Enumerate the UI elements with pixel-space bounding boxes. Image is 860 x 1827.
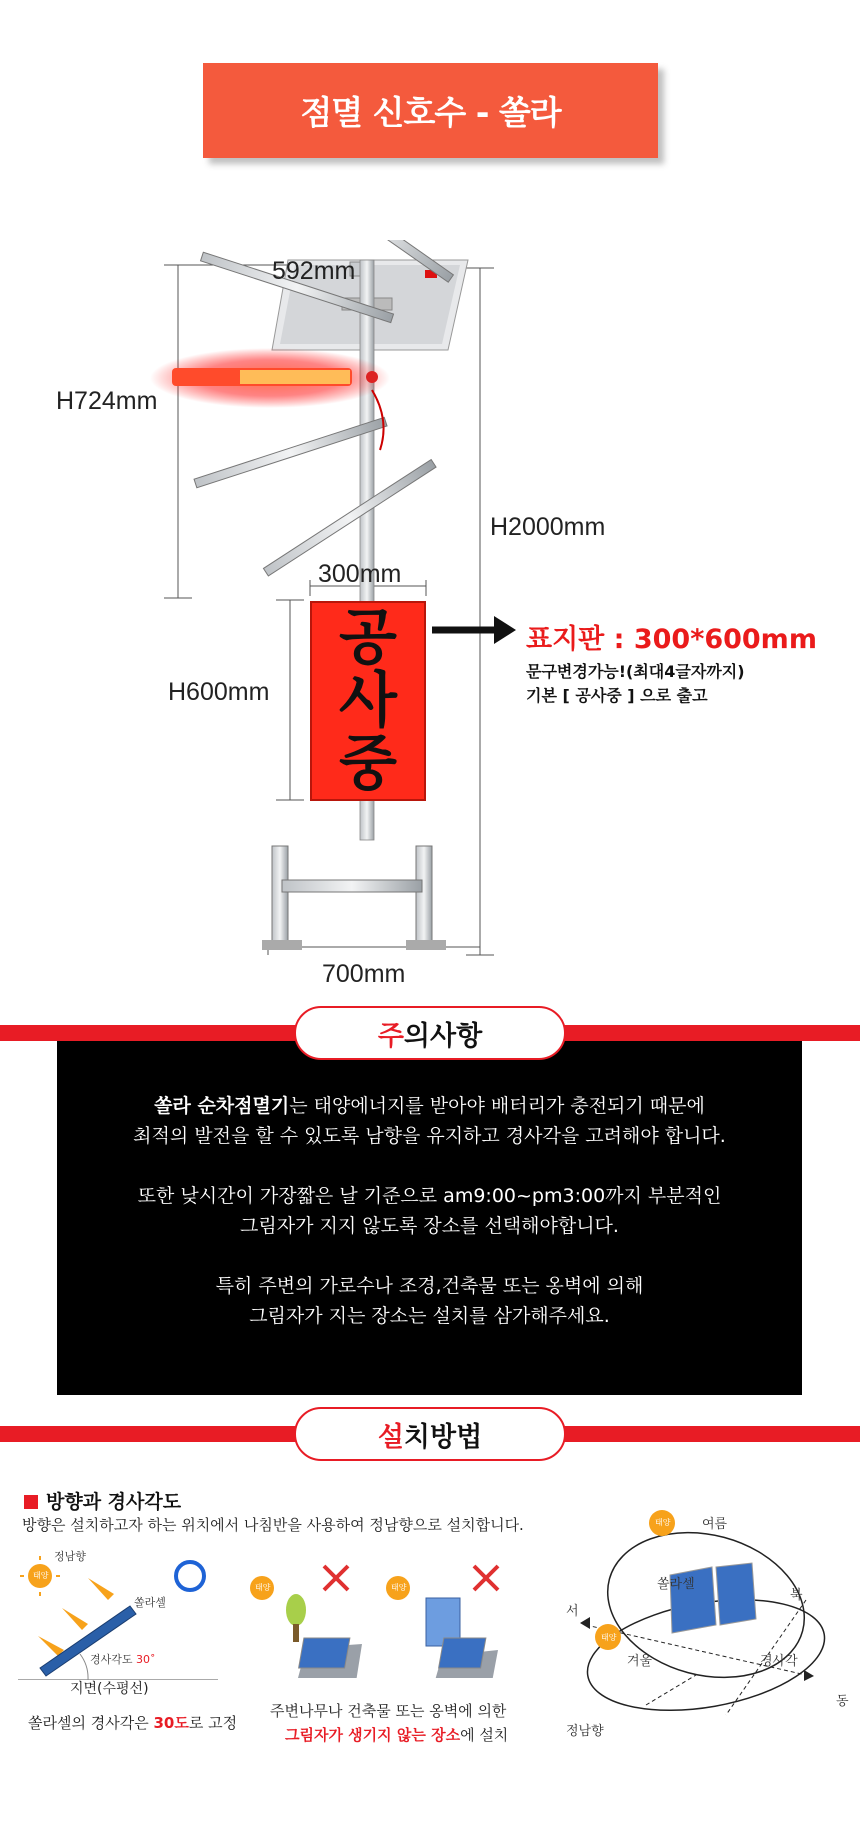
caution-header-accent: 주 — [377, 1020, 404, 1052]
fig2-caption-highlight: 그림자가 생기지 않는 장소 — [285, 1726, 461, 1744]
fig2-caption-text: 에 설치 — [460, 1726, 509, 1744]
fig3-west: 서 — [566, 1604, 579, 1619]
solar-panel-icon — [299, 1638, 350, 1668]
dim-total-height: H2000mm — [490, 513, 606, 541]
sign-char-3: 중 — [339, 728, 397, 799]
caution-text: 그림자가 지지 않도록 장소를 선택해야합니다. — [240, 1215, 619, 1237]
fig2-caption-1: 주변나무나 건축물 또는 옹벽에 의한 — [270, 1702, 507, 1720]
install-heading — [24, 1487, 181, 1514]
caution-paragraph-1 — [57, 1091, 802, 1151]
fig2-sun-label-2: 태양 — [391, 1583, 407, 1592]
sun-path-figure — [556, 1505, 856, 1735]
install-header — [294, 1407, 566, 1461]
caution-text: 또한 낮시간이 가장짧은 날 기준으로 am9:00~pm3:00까지 부분적인 — [137, 1185, 722, 1207]
dim-arm-height: H724mm — [56, 387, 158, 415]
sign-char-1: 공 — [339, 603, 397, 674]
fig3-sun-label-2: 태양 — [601, 1633, 617, 1642]
caution-paragraph-3 — [57, 1271, 802, 1331]
x-mark-icon — [324, 1566, 348, 1590]
shadow-figure — [246, 1558, 526, 1678]
dim-sign-width: 300mm — [318, 560, 402, 588]
dim-top-width: 592mm — [272, 257, 356, 285]
install-header-text: 치방법 — [403, 1421, 483, 1453]
solar-panel-icon — [439, 1638, 486, 1668]
fig3-summer: 여름 — [702, 1517, 728, 1532]
fig3-north: 북 — [790, 1588, 803, 1603]
caution-header-text: 의사항 — [403, 1020, 483, 1052]
solar-panel-icon — [716, 1563, 756, 1625]
fig3-panel: 쏠라셀 — [657, 1577, 695, 1592]
fig1-angle-text: 경사각도 — [90, 1653, 133, 1666]
fig1-sun-label: 태양 — [33, 1571, 49, 1580]
fig3-winter: 겨울 — [627, 1654, 653, 1669]
title-banner — [203, 63, 658, 158]
dim-base-width: 700mm — [322, 960, 406, 988]
fig1-caption-text: 로 고정 — [188, 1714, 238, 1732]
caution-text: 최적의 발전을 할 수 있도록 남향을 유지하고 경사각을 고려해야 합니다. — [133, 1125, 726, 1147]
fig1-caption-text: 쏠라셀의 경사각은 — [28, 1714, 154, 1732]
caution-text: 는 태양에너지를 받아야 배터리가 충전되기 때문에 — [289, 1095, 705, 1117]
ok-circle-icon — [176, 1562, 204, 1590]
dim-sign-height: H600mm — [168, 678, 270, 706]
fig2-caption-2 — [285, 1724, 508, 1745]
fig3-angle: 경사각 — [760, 1654, 798, 1669]
caution-text: 그림자가 지는 장소는 설치를 삼가해주세요. — [249, 1305, 610, 1327]
install-subtitle: 방향은 설치하고자 하는 위치에서 나침반을 사용하여 정남향으로 설치합니다. — [22, 1516, 524, 1534]
caution-paragraph-2 — [57, 1181, 802, 1241]
install-header-accent: 설 — [377, 1421, 404, 1453]
sign-note-2: 기본 [ 공사중 ] 으로 출고 — [526, 686, 708, 705]
fig3-east: 동 — [836, 1694, 849, 1709]
fig1-south-label: 정남향 — [54, 1550, 86, 1563]
tree-icon — [286, 1594, 306, 1626]
sign-char-2: 사 — [339, 665, 397, 736]
fig3-south: 정남향 — [566, 1724, 604, 1739]
construction-sign — [310, 601, 426, 801]
square-bullet-icon — [24, 1495, 38, 1509]
caution-header — [294, 1006, 566, 1060]
fig3-sun-label: 태양 — [655, 1518, 671, 1527]
fig2-sun-label: 태양 — [255, 1583, 271, 1592]
sign-note-1: 문구변경가능!(최대4글자까지) — [526, 662, 745, 681]
fig1-angle-label — [90, 1651, 156, 1667]
x-mark-icon — [474, 1566, 498, 1590]
caution-box — [57, 1041, 802, 1395]
caution-text: 특히 주변의 가로수나 조경,건축물 또는 옹벽에 의해 — [215, 1275, 644, 1297]
fig1-angle-value: 30˚ — [136, 1653, 156, 1666]
fig1-caption — [28, 1712, 237, 1733]
fig1-ground-label: 지면(수평선) — [70, 1681, 149, 1697]
caution-highlight: 쏠라 순차점멸기 — [154, 1095, 290, 1117]
page-title: 점멸 신호수 - 쏠라 — [300, 93, 561, 132]
fig1-panel-label: 쏠라셀 — [134, 1596, 166, 1609]
install-heading-text: 방향과 경사각도 — [46, 1491, 182, 1513]
fig1-caption-highlight: 30도 — [153, 1714, 189, 1732]
sign-spec: 표지판 : 300*600mm — [526, 624, 817, 655]
